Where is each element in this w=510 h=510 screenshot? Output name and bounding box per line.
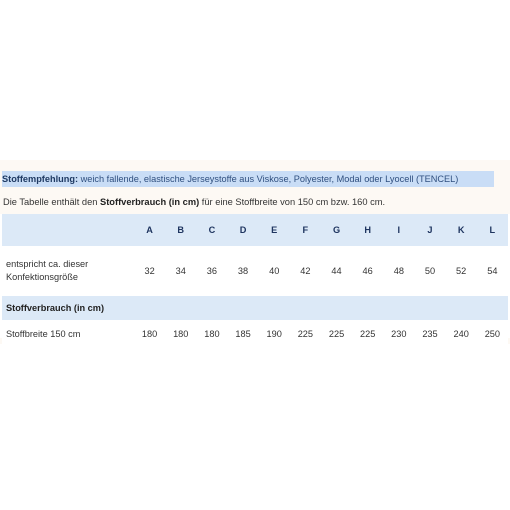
header-size-h: H (364, 225, 371, 235)
table-row (2, 246, 508, 296)
header-size-l: L (489, 225, 496, 235)
header-size-i: I (397, 225, 401, 235)
size-row-label-line2: Konfektionsgröße (6, 272, 79, 282)
size-cell: 46 (362, 266, 373, 276)
header-size-f: F (302, 225, 309, 235)
size-cell: 38 (237, 266, 249, 276)
description-bold: Stoffverbrauch (in cm) (100, 197, 200, 207)
fabric-cell: 230 (391, 329, 407, 339)
fabric-cell: 225 (297, 329, 314, 339)
table-sheet (0, 214, 510, 338)
fabric-cell: 225 (360, 329, 376, 339)
fabric-cell: 180 (141, 329, 158, 339)
size-row-label (2, 246, 134, 296)
size-cell: 34 (175, 266, 186, 276)
fabric-cell: 180 (173, 329, 189, 339)
fabric-cell: 180 (204, 329, 220, 339)
header-size-k: K (457, 225, 465, 235)
table-row (2, 320, 508, 348)
size-row-label-line1: entspricht ca. dieser (6, 259, 89, 269)
fabric-cell: 185 (235, 329, 251, 339)
section-heading-row (2, 296, 508, 320)
table-header-row (2, 214, 508, 246)
description-after: für eine Stoffbreite von 150 cm bzw. 160 cm. (199, 197, 386, 207)
size-cell: 44 (331, 266, 342, 276)
header-size-e: E (271, 225, 278, 235)
size-cell: 40 (269, 266, 280, 276)
fabric-usage-table (2, 214, 508, 348)
recommendation-text: weich fallende, elastische Jerseystoffe aus Viskose, Polyester, Modal oder Lyocell (TENCEL) (78, 174, 459, 184)
section-heading: Stoffverbrauch (in cm) (6, 303, 105, 313)
size-cell: 50 (424, 266, 436, 276)
size-cell: 42 (300, 266, 311, 276)
recommendation-label: Stoffempfehlung: (2, 174, 79, 184)
header-size-g: G (332, 225, 341, 235)
fabric-recommendation (2, 171, 494, 187)
header-size-b: B (177, 225, 185, 235)
description-before: Die Tabelle enthält den (3, 197, 100, 207)
header-size-c: C (208, 225, 216, 235)
header-size-j: J (427, 225, 433, 235)
table-description (3, 195, 385, 209)
fabric-cell: 190 (266, 329, 282, 339)
size-cell: 52 (456, 266, 467, 276)
fabric-cell: 235 (422, 329, 438, 339)
fabric-cell: 225 (328, 329, 345, 339)
size-cell: 32 (144, 266, 155, 276)
header-size-a: A (146, 225, 153, 235)
content-area (0, 160, 510, 344)
size-cell: 54 (487, 266, 498, 276)
fabric-cell: 250 (484, 329, 501, 339)
header-size-d: D (239, 225, 247, 235)
header-empty-cell (2, 214, 134, 246)
fabric-row-label: Stoffbreite 150 cm (6, 329, 81, 339)
fabric-cell: 240 (453, 329, 469, 339)
size-cell: 48 (393, 266, 404, 276)
size-cell: 36 (206, 266, 217, 276)
